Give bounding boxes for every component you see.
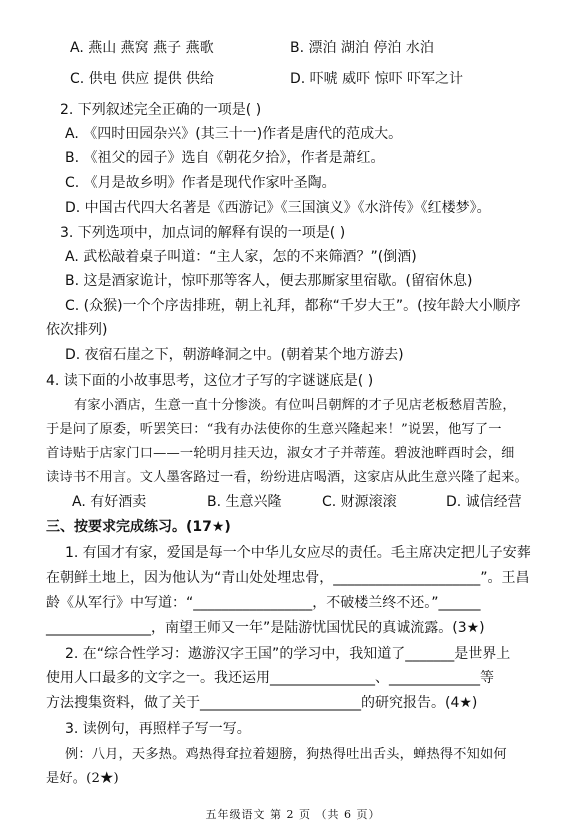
q2-option-d: D. 中国古代四大名著是《西游记》《三国演义》《水浒传》《红楼梦》。: [65, 200, 491, 216]
q4-stem: 4. 读下面的小故事思考，这位才子写的字谜谜底是( ): [46, 373, 374, 389]
s3-p1-line-4: _______________，南望王师又一年”是陆游忧国忧民的真诚流露。(3★): [46, 620, 485, 636]
page-footer: 五年级语文 第 2 页 （共 6 页）: [205, 808, 381, 821]
q2-option-c: C. 《月是故乡明》作者是现代作家叶圣陶。: [65, 175, 336, 191]
s3-p2-line-1: 2. 在“综合性学习：遨游汉字王国”的学习中，我知道了_______是世界上: [65, 646, 511, 662]
s3-p1-line-2: 在朝鲜土地上，因为他认为“青山处处埋忠骨，_____________________”。王昌: [46, 570, 530, 586]
q1-option-a: A. 燕山 燕窝 燕子 燕歌: [70, 40, 214, 56]
q4-story-line-3: 首诗贴于店家门口——一轮明月挂天边，淑女才子并蒂莲。碧波池畔酉时会，细: [46, 446, 515, 461]
q3-option-c-line1: C. (众猴)一个个序齿排班，朝上礼拜，都称“千岁大王”。(按年龄大小顺序: [65, 298, 521, 314]
q3-option-d: D. 夜宿石崖之下，朝游峰洞之中。(朝着某个地方游去): [65, 347, 404, 363]
q1-option-c: C. 供电 供应 提供 供给: [70, 71, 215, 87]
s3-example-line-2: 是好。(2★): [46, 771, 119, 786]
q4-option-c: C. 财源滚滚: [322, 494, 397, 510]
q3-option-b: B. 这是酒家诡计，惊吓那等客人，便去那厮家里宿歇。(留宿休息): [65, 273, 473, 289]
q4-story-line-4: 读诗书不用言。文人墨客路过一看，纷纷进店喝酒，这家店从此生意兴隆了起来。: [46, 470, 528, 485]
q4-option-d: D. 诚信经营: [446, 494, 522, 510]
s3-p3-stem: 3. 读例句，再照样子写一写。: [65, 721, 251, 737]
q3-option-a: A. 武松敲着桌子叫道：“主人家，怎的不来筛酒？”(倒酒): [65, 249, 417, 265]
section3-title: 三、按要求完成练习。(17★): [46, 519, 231, 535]
s3-p1-line-3: 龄《从军行》中写道：“_________________，不破楼兰终不还。”______: [46, 595, 481, 611]
s3-p2-line-2: 使用人口最多的文字之一。我还运用_______________、_____________等: [46, 670, 494, 686]
q4-option-b: B. 生意兴隆: [207, 494, 282, 510]
s3-example-line-1: 例：八月，天多热。鸡热得耷拉着翅膀，狗热得吐出舌头，蝉热得不知如何: [65, 747, 507, 762]
q2-stem: 2. 下列叙述完全正确的一项是( ): [60, 102, 262, 118]
q3-option-c-line2: 依次排列): [46, 322, 108, 338]
q2-option-b: B. 《祖父的园子》选自《朝花夕拾》，作者是萧红。: [65, 150, 385, 166]
q1-option-d: D. 吓唬 威吓 惊吓 吓军之计: [290, 71, 464, 87]
q4-story-line-1: 有家小酒店，生意一直十分惨淡。有位叫吕朝辉的才子见店老板愁眉苦脸，: [74, 398, 516, 413]
q2-option-a: A. 《四时田园杂兴》(其三十一)作者是唐代的范成大。: [65, 126, 403, 142]
s3-p2-line-3: 方法搜集资料，做了关于_______________________的研究报告。(4★): [46, 695, 478, 711]
q4-story-line-2: 于是问了原委，听罢笑曰：“我有办法使你的生意兴隆起来！”说罢，他写了一: [46, 422, 502, 437]
q4-option-a: A. 有好酒卖: [72, 494, 147, 510]
q1-option-b: B. 漂泊 湖泊 停泊 水泊: [290, 40, 434, 56]
s3-p1-line-1: 1. 有国才有家，爱国是每一个中华儿女应尽的责任。毛主席决定把儿子安葬: [65, 545, 531, 561]
q3-stem: 3. 下列选项中，加点词的解释有误的一项是( ): [60, 225, 346, 241]
